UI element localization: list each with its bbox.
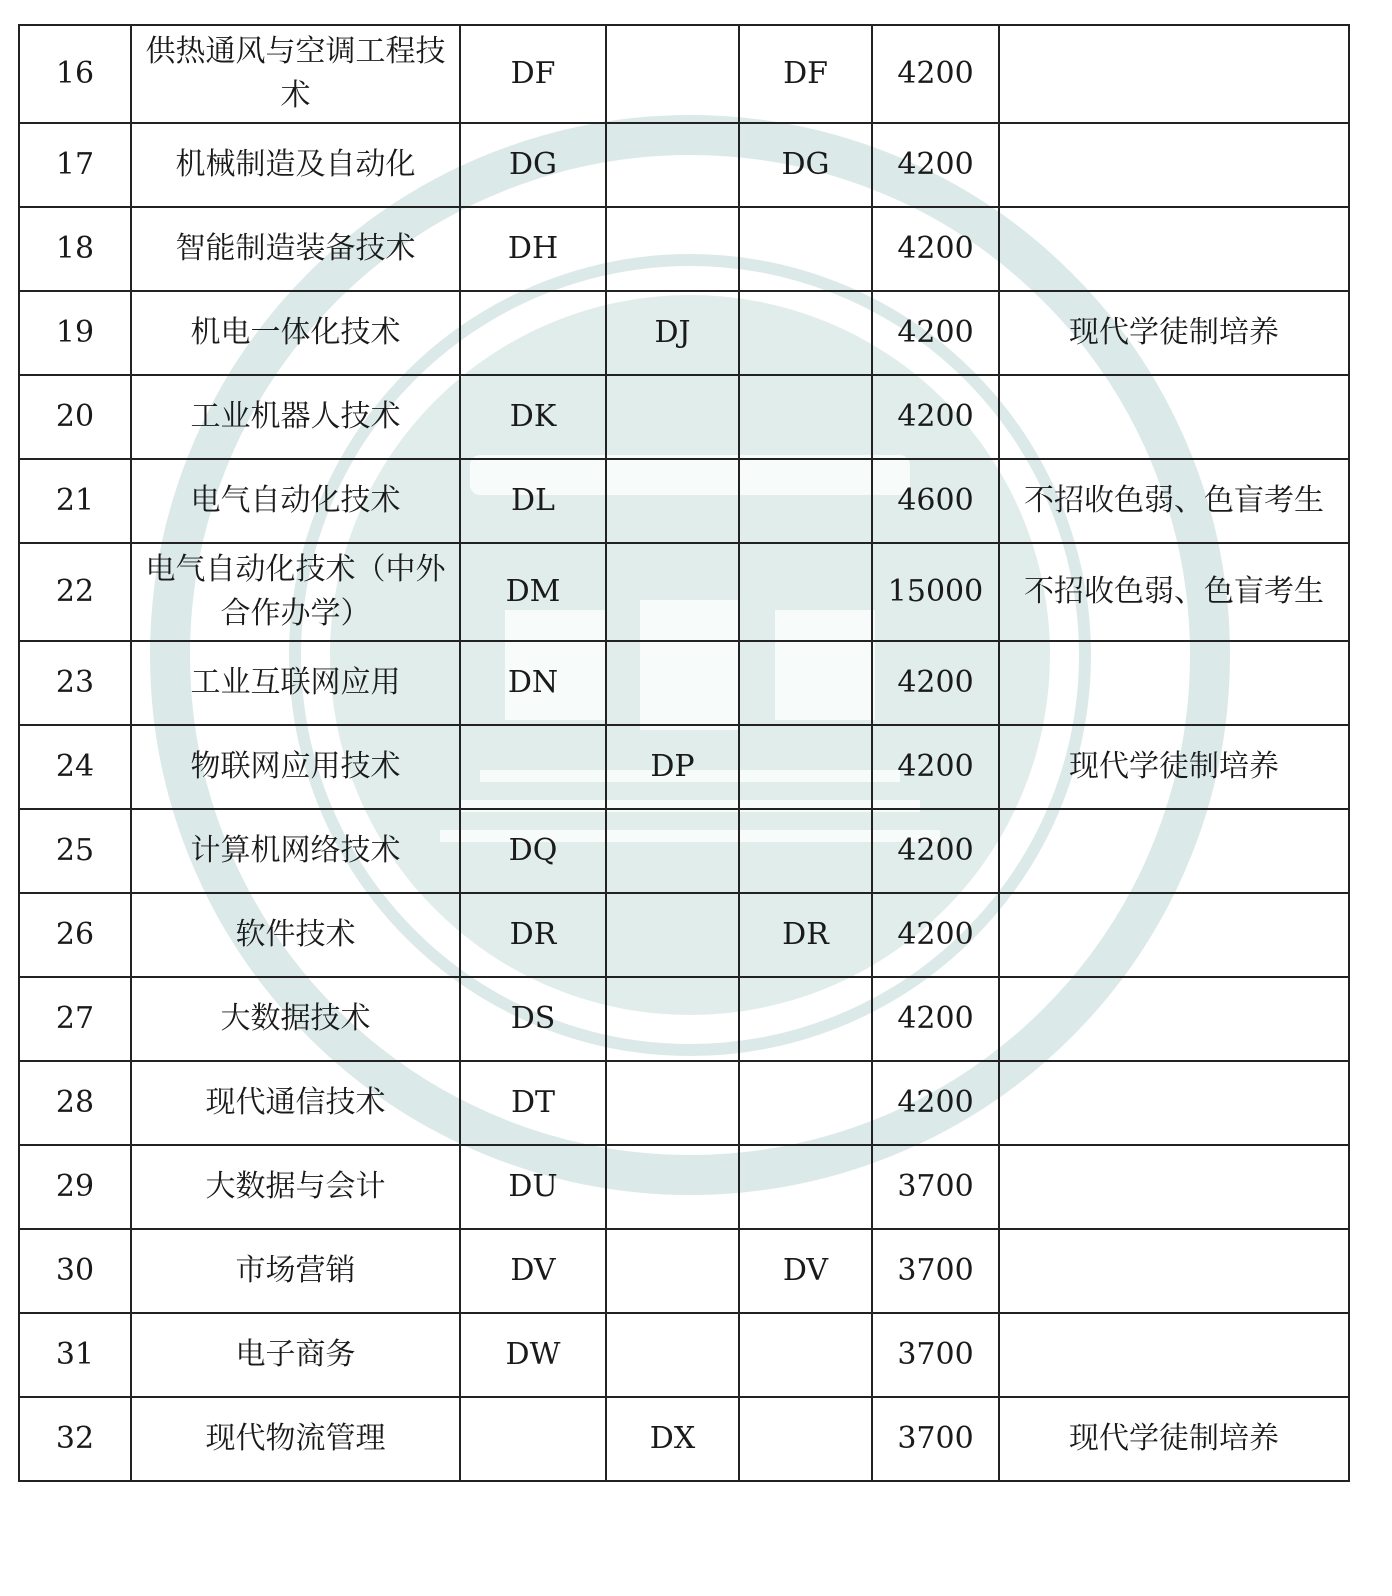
enrollment-code-b	[606, 809, 739, 893]
remarks	[999, 123, 1349, 207]
enrollment-code-b	[606, 543, 739, 641]
row-number: 24	[19, 725, 131, 809]
enrollment-code-c	[739, 725, 872, 809]
enrollment-code-c	[739, 543, 872, 641]
enrollment-code-a: DH	[460, 207, 606, 291]
enrollment-code-c	[739, 641, 872, 725]
row-number: 27	[19, 977, 131, 1061]
major-name: 大数据技术	[131, 977, 460, 1061]
enrollment-code-b	[606, 375, 739, 459]
enrollment-code-a	[460, 291, 606, 375]
row-number: 18	[19, 207, 131, 291]
enrollment-code-b	[606, 123, 739, 207]
remarks	[999, 809, 1349, 893]
enrollment-code-c: DF	[739, 25, 872, 123]
tuition-fee: 4200	[872, 641, 999, 725]
remarks	[999, 375, 1349, 459]
enrollment-code-c	[739, 375, 872, 459]
table-row	[19, 207, 1349, 291]
tuition-fee: 3700	[872, 1397, 999, 1481]
enrollment-code-c	[739, 977, 872, 1061]
enrollment-code-c	[739, 1145, 872, 1229]
enrollment-code-b	[606, 1145, 739, 1229]
major-name: 物联网应用技术	[131, 725, 460, 809]
enrollment-code-b	[606, 977, 739, 1061]
tuition-fee: 4200	[872, 809, 999, 893]
enrollment-code-b	[606, 459, 739, 543]
row-number: 31	[19, 1313, 131, 1397]
enrollment-code-a: DV	[460, 1229, 606, 1313]
tuition-fee: 4200	[872, 893, 999, 977]
major-name: 大数据与会计	[131, 1145, 460, 1229]
enrollment-code-b: DP	[606, 725, 739, 809]
enrollment-code-b	[606, 641, 739, 725]
enrollment-code-b	[606, 207, 739, 291]
enrollment-code-c	[739, 459, 872, 543]
enrollment-code-a: DT	[460, 1061, 606, 1145]
tuition-fee: 4200	[872, 207, 999, 291]
enrollment-code-a: DQ	[460, 809, 606, 893]
enrollment-code-a: DK	[460, 375, 606, 459]
enrollment-code-c: DG	[739, 123, 872, 207]
remarks	[999, 977, 1349, 1061]
enrollment-code-b: DJ	[606, 291, 739, 375]
row-number: 22	[19, 543, 131, 641]
tuition-fee: 4600	[872, 459, 999, 543]
table-row	[19, 291, 1349, 375]
major-name: 电气自动化技术（中外合作办学）	[131, 543, 460, 641]
enrollment-code-c	[739, 207, 872, 291]
table-row	[19, 809, 1349, 893]
remarks: 现代学徒制培养	[999, 1397, 1349, 1481]
remarks	[999, 207, 1349, 291]
table-row	[19, 543, 1349, 641]
row-number: 16	[19, 25, 131, 123]
enrollment-code-b	[606, 25, 739, 123]
remarks	[999, 641, 1349, 725]
table-row	[19, 25, 1349, 123]
remarks	[999, 25, 1349, 123]
table-row	[19, 375, 1349, 459]
tuition-fee: 3700	[872, 1313, 999, 1397]
enrollment-code-c	[739, 1313, 872, 1397]
row-number: 19	[19, 291, 131, 375]
enrollment-code-a: DU	[460, 1145, 606, 1229]
enrollment-code-a: DS	[460, 977, 606, 1061]
row-number: 23	[19, 641, 131, 725]
enrollment-code-a: DL	[460, 459, 606, 543]
tuition-fee: 3700	[872, 1145, 999, 1229]
major-name: 智能制造装备技术	[131, 207, 460, 291]
major-name: 机械制造及自动化	[131, 123, 460, 207]
major-name: 计算机网络技术	[131, 809, 460, 893]
remarks	[999, 893, 1349, 977]
table-row	[19, 1229, 1349, 1313]
major-name: 工业互联网应用	[131, 641, 460, 725]
enrollment-code-a: DF	[460, 25, 606, 123]
major-name: 电气自动化技术	[131, 459, 460, 543]
major-name: 工业机器人技术	[131, 375, 460, 459]
tuition-fee: 4200	[872, 1061, 999, 1145]
table-body	[19, 25, 1349, 1481]
remarks	[999, 1061, 1349, 1145]
enrollment-code-a: DM	[460, 543, 606, 641]
row-number: 21	[19, 459, 131, 543]
major-name: 现代物流管理	[131, 1397, 460, 1481]
table-row	[19, 123, 1349, 207]
major-name: 现代通信技术	[131, 1061, 460, 1145]
table-row	[19, 725, 1349, 809]
enrollment-code-c	[739, 809, 872, 893]
enrollment-code-b: DX	[606, 1397, 739, 1481]
tuition-fee: 4200	[872, 291, 999, 375]
major-name: 电子商务	[131, 1313, 460, 1397]
table-row	[19, 641, 1349, 725]
remarks	[999, 1313, 1349, 1397]
table-row	[19, 1145, 1349, 1229]
row-number: 32	[19, 1397, 131, 1481]
tuition-fee: 3700	[872, 1229, 999, 1313]
table-row	[19, 459, 1349, 543]
row-number: 30	[19, 1229, 131, 1313]
enrollment-code-b	[606, 1229, 739, 1313]
table-row	[19, 1061, 1349, 1145]
row-number: 20	[19, 375, 131, 459]
enrollment-code-a: DR	[460, 893, 606, 977]
table-row	[19, 1397, 1349, 1481]
enrollment-code-c	[739, 1061, 872, 1145]
admission-plan-table	[18, 24, 1350, 1482]
enrollment-code-c: DR	[739, 893, 872, 977]
row-number: 29	[19, 1145, 131, 1229]
major-name: 供热通风与空调工程技术	[131, 25, 460, 123]
enrollment-code-b	[606, 893, 739, 977]
table-row	[19, 1313, 1349, 1397]
remarks	[999, 1145, 1349, 1229]
remarks: 不招收色弱、色盲考生	[999, 543, 1349, 641]
remarks: 现代学徒制培养	[999, 291, 1349, 375]
tuition-fee: 4200	[872, 123, 999, 207]
enrollment-code-b	[606, 1313, 739, 1397]
row-number: 26	[19, 893, 131, 977]
remarks: 现代学徒制培养	[999, 725, 1349, 809]
tuition-fee: 4200	[872, 725, 999, 809]
enrollment-code-a: DN	[460, 641, 606, 725]
remarks: 不招收色弱、色盲考生	[999, 459, 1349, 543]
enrollment-code-c: DV	[739, 1229, 872, 1313]
table-row	[19, 977, 1349, 1061]
major-name: 市场营销	[131, 1229, 460, 1313]
enrollment-code-c	[739, 291, 872, 375]
tuition-fee: 4200	[872, 25, 999, 123]
enrollment-code-c	[739, 1397, 872, 1481]
tuition-fee: 4200	[872, 977, 999, 1061]
row-number: 28	[19, 1061, 131, 1145]
major-name: 软件技术	[131, 893, 460, 977]
row-number: 17	[19, 123, 131, 207]
enrollment-code-b	[606, 1061, 739, 1145]
enrollment-code-a	[460, 725, 606, 809]
tuition-fee: 15000	[872, 543, 999, 641]
major-name: 机电一体化技术	[131, 291, 460, 375]
enrollment-code-a: DW	[460, 1313, 606, 1397]
row-number: 25	[19, 809, 131, 893]
table-row	[19, 893, 1349, 977]
remarks	[999, 1229, 1349, 1313]
enrollment-code-a: DG	[460, 123, 606, 207]
tuition-fee: 4200	[872, 375, 999, 459]
enrollment-code-a	[460, 1397, 606, 1481]
